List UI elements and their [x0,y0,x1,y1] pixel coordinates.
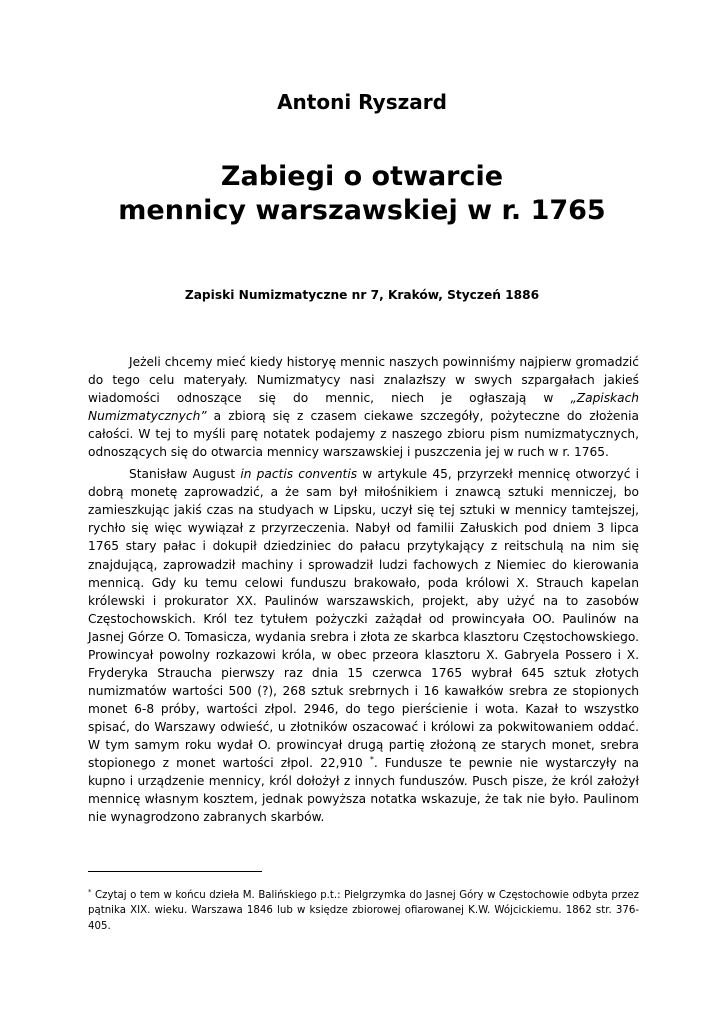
p1-italic: „Zapiskach Numizmatycznych” [88,391,639,424]
title-line-1: Zabiegi o otwarcie [220,161,504,192]
p2-text-b: w artykule 45, przyrzekł mennicę otworzyć i dobrą monetę zaprowadzić, a że sam był miłośnikiem i znawcą sztuki menniczej, bo zamieszkując jakiś czas na studyach w Lipsku, uczył się tej sztuki w mennicy tamtejszej, rychło się więc wywiązał z przyrzeczenia. Nabył od familii Załuskich pod dniem 3 lipca 1765 stary pałac i dokupił dziedziniec do pałacu przytykający z reitschulą na nim się znajdującą, zaprowadził machiny i sprowadził ludzi fachowych z Niemiec do kierowania mennicą. Gdy ku temu celowi funduszu brakowało, poda królowi X. Strauch kapelan królewski i prokurator XX. Paulinów warszawskich, projekt, aby użyć na to zasobów Częstochowskich. Król tez tytułem pożyczki zażądał od prowincyała OO. Paulinów na Jasnej Górze O. Tomasicza, wydania srebra i złota ze skarbca klasztoru Częstochowskiego. Prowincyał powolny rozkazowi króla, w obec przeora klasztoru X. Gabryela Possero i X. Fryderyka Straucha pierwszy raz dnia 15 czerwca 1765 wybrał 645 sztuk złotych numizmatów wartości 500 (?), 268 sztuk srebrnych i 16 kawałków srebra ze stopionych monet 6-8 próby, wartości złpol. 2946, do tego pierścienie i wota. Kazał to wszystko spisać, do Warszawy odwieść, u złotników oszacować i królowi za pokwitowaniem oddać. W tym samym roku wydał O. prowincyał drugą partię złożoną ze starych monet, srebra stopionego z monet wartości złpol. 22,910 [88,467,639,771]
footnote-reference[interactable]: * [369,755,374,765]
p2-italic: in pactis conventis [240,467,358,482]
author-name: Antoni Ryszard [277,90,447,114]
title-line-2: mennicy warszawskiej w r. 1765 [118,195,606,226]
article-title [0,160,724,228]
footnote-divider [88,871,262,872]
p2-text-c: . Fundusze te pewnie nie wystarczyły na kupno i urządzenie mennicy, król dołożył z innych funduszów. Pusch pisze, że król założył mennicę własnym kosztem, jednak powyższa notatka wskazuje, że tak nie było. Paulinom nie wynagrodzono zabranych skarbów. [88,756,639,825]
article-body [88,353,639,826]
p1-text-a: Jeżeli chcemy mieć kiedy historyę mennic naszych powinniśmy najpierw gromadzić do tego celu materyały. Numizmatycy nasi znalazłszy w swych szpargałach jakieś wiadomości odnoszące się do mennic, niech je ogłaszają w [88,355,639,406]
source-citation: Zapiski Numizmatyczne nr 7, Kraków, Styczeń 1886 [184,288,540,302]
paragraph-1 [88,353,639,461]
footnote-text: Czytaj o tem w końcu dzieła M. Balińskiego p.t.: Pielgrzymka do Jasnej Góry w Częstochowie odbyta przez pątnika XIX. wieku. Warszawa 1846 lub w księdze zbiorowej ofiarowanej K.W. Wójcickiemu. 1862 str. 376-405. [88,890,639,932]
footnote [88,888,639,934]
footnote-marker: * [88,888,92,896]
p2-text-a: Stanisław August [129,467,241,482]
p1-text-b: a zbiorą się z czasem ciekawe szczegóły, pożyteczne do złożenia całości. W tej to myśli parę notatek podajemy z naszego zbioru pism numizmatycznych, odnoszących się do otwarcia mennicy warszawskiej i puszczenia jej w ruch w r. 1765. [88,409,639,460]
paragraph-2 [88,465,639,826]
